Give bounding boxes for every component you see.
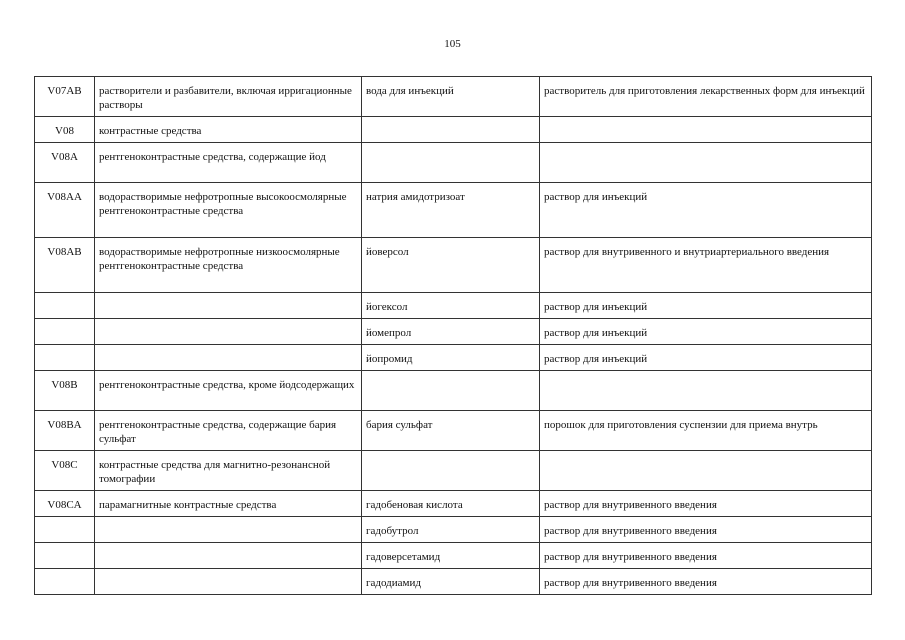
table-row bbox=[35, 143, 872, 183]
table-row bbox=[35, 293, 872, 319]
group-name-cell bbox=[95, 293, 362, 319]
drug-table bbox=[34, 76, 872, 595]
dosage-form-cell bbox=[540, 371, 872, 411]
atc-code-cell bbox=[35, 569, 95, 595]
dosage-form-cell: порошок для приготовления суспензии для приема внутрь bbox=[540, 411, 872, 451]
group-name-cell bbox=[95, 345, 362, 371]
group-name-cell bbox=[95, 517, 362, 543]
atc-code-cell: V08BA bbox=[35, 411, 95, 451]
dosage-form-cell: растворитель для приготовления лекарственных форм для инъекций bbox=[540, 77, 872, 117]
atc-code-cell: V08AB bbox=[35, 238, 95, 293]
group-name-cell: водорастворимые нефротропные низкоосмолярные рентгеноконтрастные средства bbox=[95, 238, 362, 293]
atc-code-cell bbox=[35, 517, 95, 543]
atc-code-cell bbox=[35, 345, 95, 371]
dosage-form-cell: раствор для внутривенного введения bbox=[540, 491, 872, 517]
substance-cell: гадодиамид bbox=[362, 569, 540, 595]
dosage-form-cell: раствор для инъекций bbox=[540, 293, 872, 319]
table-row bbox=[35, 345, 872, 371]
substance-cell bbox=[362, 451, 540, 491]
substance-cell: йоверсол bbox=[362, 238, 540, 293]
table-row bbox=[35, 183, 872, 238]
table-row bbox=[35, 117, 872, 143]
atc-code-cell bbox=[35, 293, 95, 319]
group-name-cell: рентгеноконтрастные средства, содержащие бария сульфат bbox=[95, 411, 362, 451]
substance-cell: гадобутрол bbox=[362, 517, 540, 543]
substance-cell: натрия амидотризоат bbox=[362, 183, 540, 238]
table-row bbox=[35, 451, 872, 491]
atc-code-cell: V08B bbox=[35, 371, 95, 411]
table-row bbox=[35, 371, 872, 411]
substance-cell: йомепрол bbox=[362, 319, 540, 345]
group-name-cell: рентгеноконтрастные средства, содержащие йод bbox=[95, 143, 362, 183]
table-row bbox=[35, 543, 872, 569]
substance-cell: йопромид bbox=[362, 345, 540, 371]
dosage-form-cell bbox=[540, 451, 872, 491]
group-name-cell bbox=[95, 319, 362, 345]
atc-code-cell bbox=[35, 319, 95, 345]
group-name-cell bbox=[95, 569, 362, 595]
group-name-cell: контрастные средства для магнитно-резонансной томографии bbox=[95, 451, 362, 491]
dosage-form-cell: раствор для внутривенного введения bbox=[540, 543, 872, 569]
atc-code-cell: V08AA bbox=[35, 183, 95, 238]
atc-code-cell: V08C bbox=[35, 451, 95, 491]
substance-cell: йогексол bbox=[362, 293, 540, 319]
substance-cell bbox=[362, 117, 540, 143]
substance-cell bbox=[362, 371, 540, 411]
dosage-form-cell: раствор для инъекций bbox=[540, 183, 872, 238]
table-row bbox=[35, 411, 872, 451]
group-name-cell: рентгеноконтрастные средства, кроме йодсодержащих bbox=[95, 371, 362, 411]
dosage-form-cell: раствор для внутривенного и внутриартериального введения bbox=[540, 238, 872, 293]
table-row bbox=[35, 238, 872, 293]
atc-code-cell bbox=[35, 543, 95, 569]
substance-cell bbox=[362, 143, 540, 183]
dosage-form-cell bbox=[540, 143, 872, 183]
dosage-form-cell: раствор для внутривенного введения bbox=[540, 517, 872, 543]
atc-code-cell: V08 bbox=[35, 117, 95, 143]
drug-table-body bbox=[35, 77, 872, 595]
substance-cell: гадобеновая кислота bbox=[362, 491, 540, 517]
group-name-cell: водорастворимые нефротропные высокоосмолярные рентгеноконтрастные средства bbox=[95, 183, 362, 238]
substance-cell: вода для инъекций bbox=[362, 77, 540, 117]
atc-code-cell: V08CA bbox=[35, 491, 95, 517]
group-name-cell: контрастные средства bbox=[95, 117, 362, 143]
atc-code-cell: V08A bbox=[35, 143, 95, 183]
table-row bbox=[35, 319, 872, 345]
atc-code-cell: V07AB bbox=[35, 77, 95, 117]
dosage-form-cell: раствор для инъекций bbox=[540, 345, 872, 371]
substance-cell: бария сульфат bbox=[362, 411, 540, 451]
substance-cell: гадоверсетамид bbox=[362, 543, 540, 569]
page-number: 105 bbox=[444, 38, 461, 50]
dosage-form-cell: раствор для внутривенного введения bbox=[540, 569, 872, 595]
group-name-cell: растворители и разбавители, включая ирригационные растворы bbox=[95, 77, 362, 117]
table-row bbox=[35, 569, 872, 595]
table-row bbox=[35, 517, 872, 543]
group-name-cell: парамагнитные контрастные средства bbox=[95, 491, 362, 517]
dosage-form-cell bbox=[540, 117, 872, 143]
dosage-form-cell: раствор для инъекций bbox=[540, 319, 872, 345]
table-row bbox=[35, 77, 872, 117]
table-row bbox=[35, 491, 872, 517]
group-name-cell bbox=[95, 543, 362, 569]
